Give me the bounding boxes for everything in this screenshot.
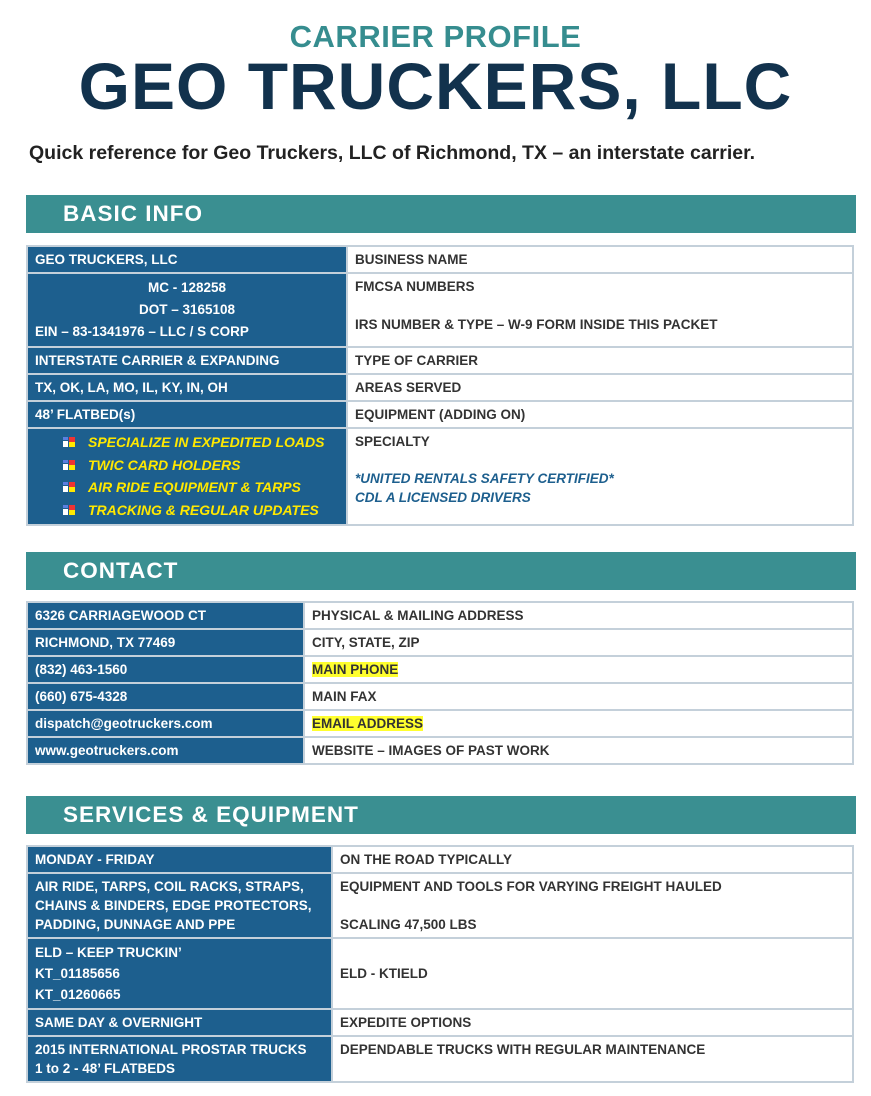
page-title: GEO TRUCKERS, LLC [78, 49, 793, 123]
table-row [27, 629, 853, 656]
tools-line: AIR RIDE, TARPS, COIL RACKS, STRAPS, [35, 879, 304, 894]
table-row [27, 737, 853, 764]
table-row [27, 1036, 853, 1082]
table-row [27, 846, 853, 873]
city-label: CITY, STATE, ZIP [304, 629, 853, 656]
list-item [63, 454, 339, 477]
tagline: Quick reference for Geo Truckers, LLC of Richmond, TX – an interstate carrier. [29, 142, 756, 164]
ein-number: EIN – 83-1341976 – LLC / S CORP [35, 324, 249, 339]
email-label: EMAIL ADDRESS [312, 716, 424, 731]
phone-link[interactable]: (832) 463-1560 [27, 656, 304, 683]
table-row [27, 656, 853, 683]
contact-table [26, 601, 854, 765]
specialty-text: TRACKING & REGULAR UPDATES [88, 501, 319, 518]
section-header-contact: CONTACT [26, 552, 856, 590]
specialty-list [35, 431, 339, 521]
tools-line: PADDING, DUNNAGE AND PPE [35, 917, 236, 932]
eld-provider: ELD – KEEP TRUCKIN’ [35, 945, 182, 960]
section-header-basic-info: BASIC INFO [26, 195, 856, 233]
business-name-value: GEO TRUCKERS, LLC [27, 246, 347, 273]
scaling-label: SCALING 47,500 LBS [340, 917, 477, 932]
email-link[interactable]: dispatch@geotruckers.com [27, 710, 304, 737]
trucks-line: 1 to 2 - 48’ FLATBEDS [35, 1061, 176, 1076]
section-header-services: SERVICES & EQUIPMENT [26, 796, 856, 834]
fmcsa-label: FMCSA NUMBERS [355, 279, 475, 294]
equipment-value: 48’ FLATBED(s) [27, 401, 347, 428]
expedite-value: SAME DAY & OVERNIGHT [27, 1009, 332, 1036]
expedite-label: EXPEDITE OPTIONS [332, 1009, 853, 1036]
eld-id: KT_01260665 [35, 987, 121, 1002]
tools-value [27, 873, 332, 938]
website-label: WEBSITE – IMAGES OF PAST WORK [304, 737, 853, 764]
table-row [27, 710, 853, 737]
irs-label: IRS NUMBER & TYPE – W-9 FORM INSIDE THIS PACKET [355, 317, 718, 332]
carrier-type-value: INTERSTATE CARRIER & EXPANDING [27, 347, 347, 374]
fmcsa-values [27, 273, 347, 347]
safety-cert: *UNITED RENTALS SAFETY CERTIFIED* [355, 471, 614, 486]
days-label: ON THE ROAD TYPICALLY [332, 846, 853, 873]
specialty-text: AIR RIDE EQUIPMENT & TARPS [88, 479, 301, 495]
specialty-list-cell [27, 428, 347, 525]
table-row [27, 683, 853, 710]
tools-labels [332, 873, 853, 938]
eld-value [27, 938, 332, 1009]
dot-number: DOT – 3165108 [138, 302, 236, 317]
checkbox-bullet-icon [63, 482, 76, 492]
table-row [27, 347, 853, 374]
eld-label: ELD - KTIELD [332, 938, 853, 1009]
eld-id: KT_01185656 [35, 966, 120, 981]
fax-label: MAIN FAX [304, 683, 853, 710]
phone-label-cell [304, 656, 853, 683]
table-row [27, 1009, 853, 1036]
table-row [27, 428, 853, 525]
checkbox-bullet-icon [63, 437, 76, 447]
specialty-text: TWIC CARD HOLDERS [88, 456, 241, 473]
table-row [27, 273, 853, 347]
address-label: PHYSICAL & MAILING ADDRESS [304, 602, 853, 629]
phone-label: MAIN PHONE [312, 662, 399, 677]
table-row [27, 401, 853, 428]
table-row [27, 938, 853, 1009]
tools-label: EQUIPMENT AND TOOLS FOR VARYING FREIGHT HAULED [340, 879, 722, 894]
specialty-labels [347, 428, 853, 525]
areas-served-label: AREAS SERVED [347, 374, 853, 401]
checkbox-bullet-icon [63, 460, 76, 470]
city-value: RICHMOND, TX 77469 [27, 629, 304, 656]
tools-line: CHAINS & BINDERS, EDGE PROTECTORS, [35, 898, 312, 913]
specialty-text: SPECIALIZE IN EXPEDITED LOADS [88, 434, 325, 450]
checkbox-bullet-icon [63, 505, 76, 515]
list-item [63, 476, 339, 499]
table-row [27, 246, 853, 273]
list-item [63, 499, 339, 522]
table-row [27, 602, 853, 629]
mc-number: MC - 128258 [147, 280, 227, 295]
services-table [26, 845, 854, 1083]
basic-info-table [26, 245, 854, 526]
trucks-label: DEPENDABLE TRUCKS WITH REGULAR MAINTENANCE [332, 1036, 853, 1082]
specialty-label: SPECIALTY [355, 434, 430, 449]
table-row [27, 374, 853, 401]
business-name-label: BUSINESS NAME [347, 246, 853, 273]
days-value: MONDAY - FRIDAY [27, 846, 332, 873]
table-row [27, 873, 853, 938]
fax-value: (660) 675-4328 [27, 683, 304, 710]
list-item [63, 431, 339, 454]
cdl-cert: CDL A LICENSED DRIVERS [355, 490, 531, 505]
fmcsa-labels [347, 273, 853, 347]
email-label-cell [304, 710, 853, 737]
areas-served-value: TX, OK, LA, MO, IL, KY, IN, OH [27, 374, 347, 401]
trucks-value [27, 1036, 332, 1082]
page-subtitle: CARRIER PROFILE [289, 19, 582, 54]
equipment-label: EQUIPMENT (ADDING ON) [347, 401, 853, 428]
trucks-line: 2015 INTERNATIONAL PROSTAR TRUCKS [35, 1042, 307, 1057]
website-link[interactable]: www.geotruckers.com [27, 737, 304, 764]
carrier-type-label: TYPE OF CARRIER [347, 347, 853, 374]
address-value: 6326 CARRIAGEWOOD CT [27, 602, 304, 629]
